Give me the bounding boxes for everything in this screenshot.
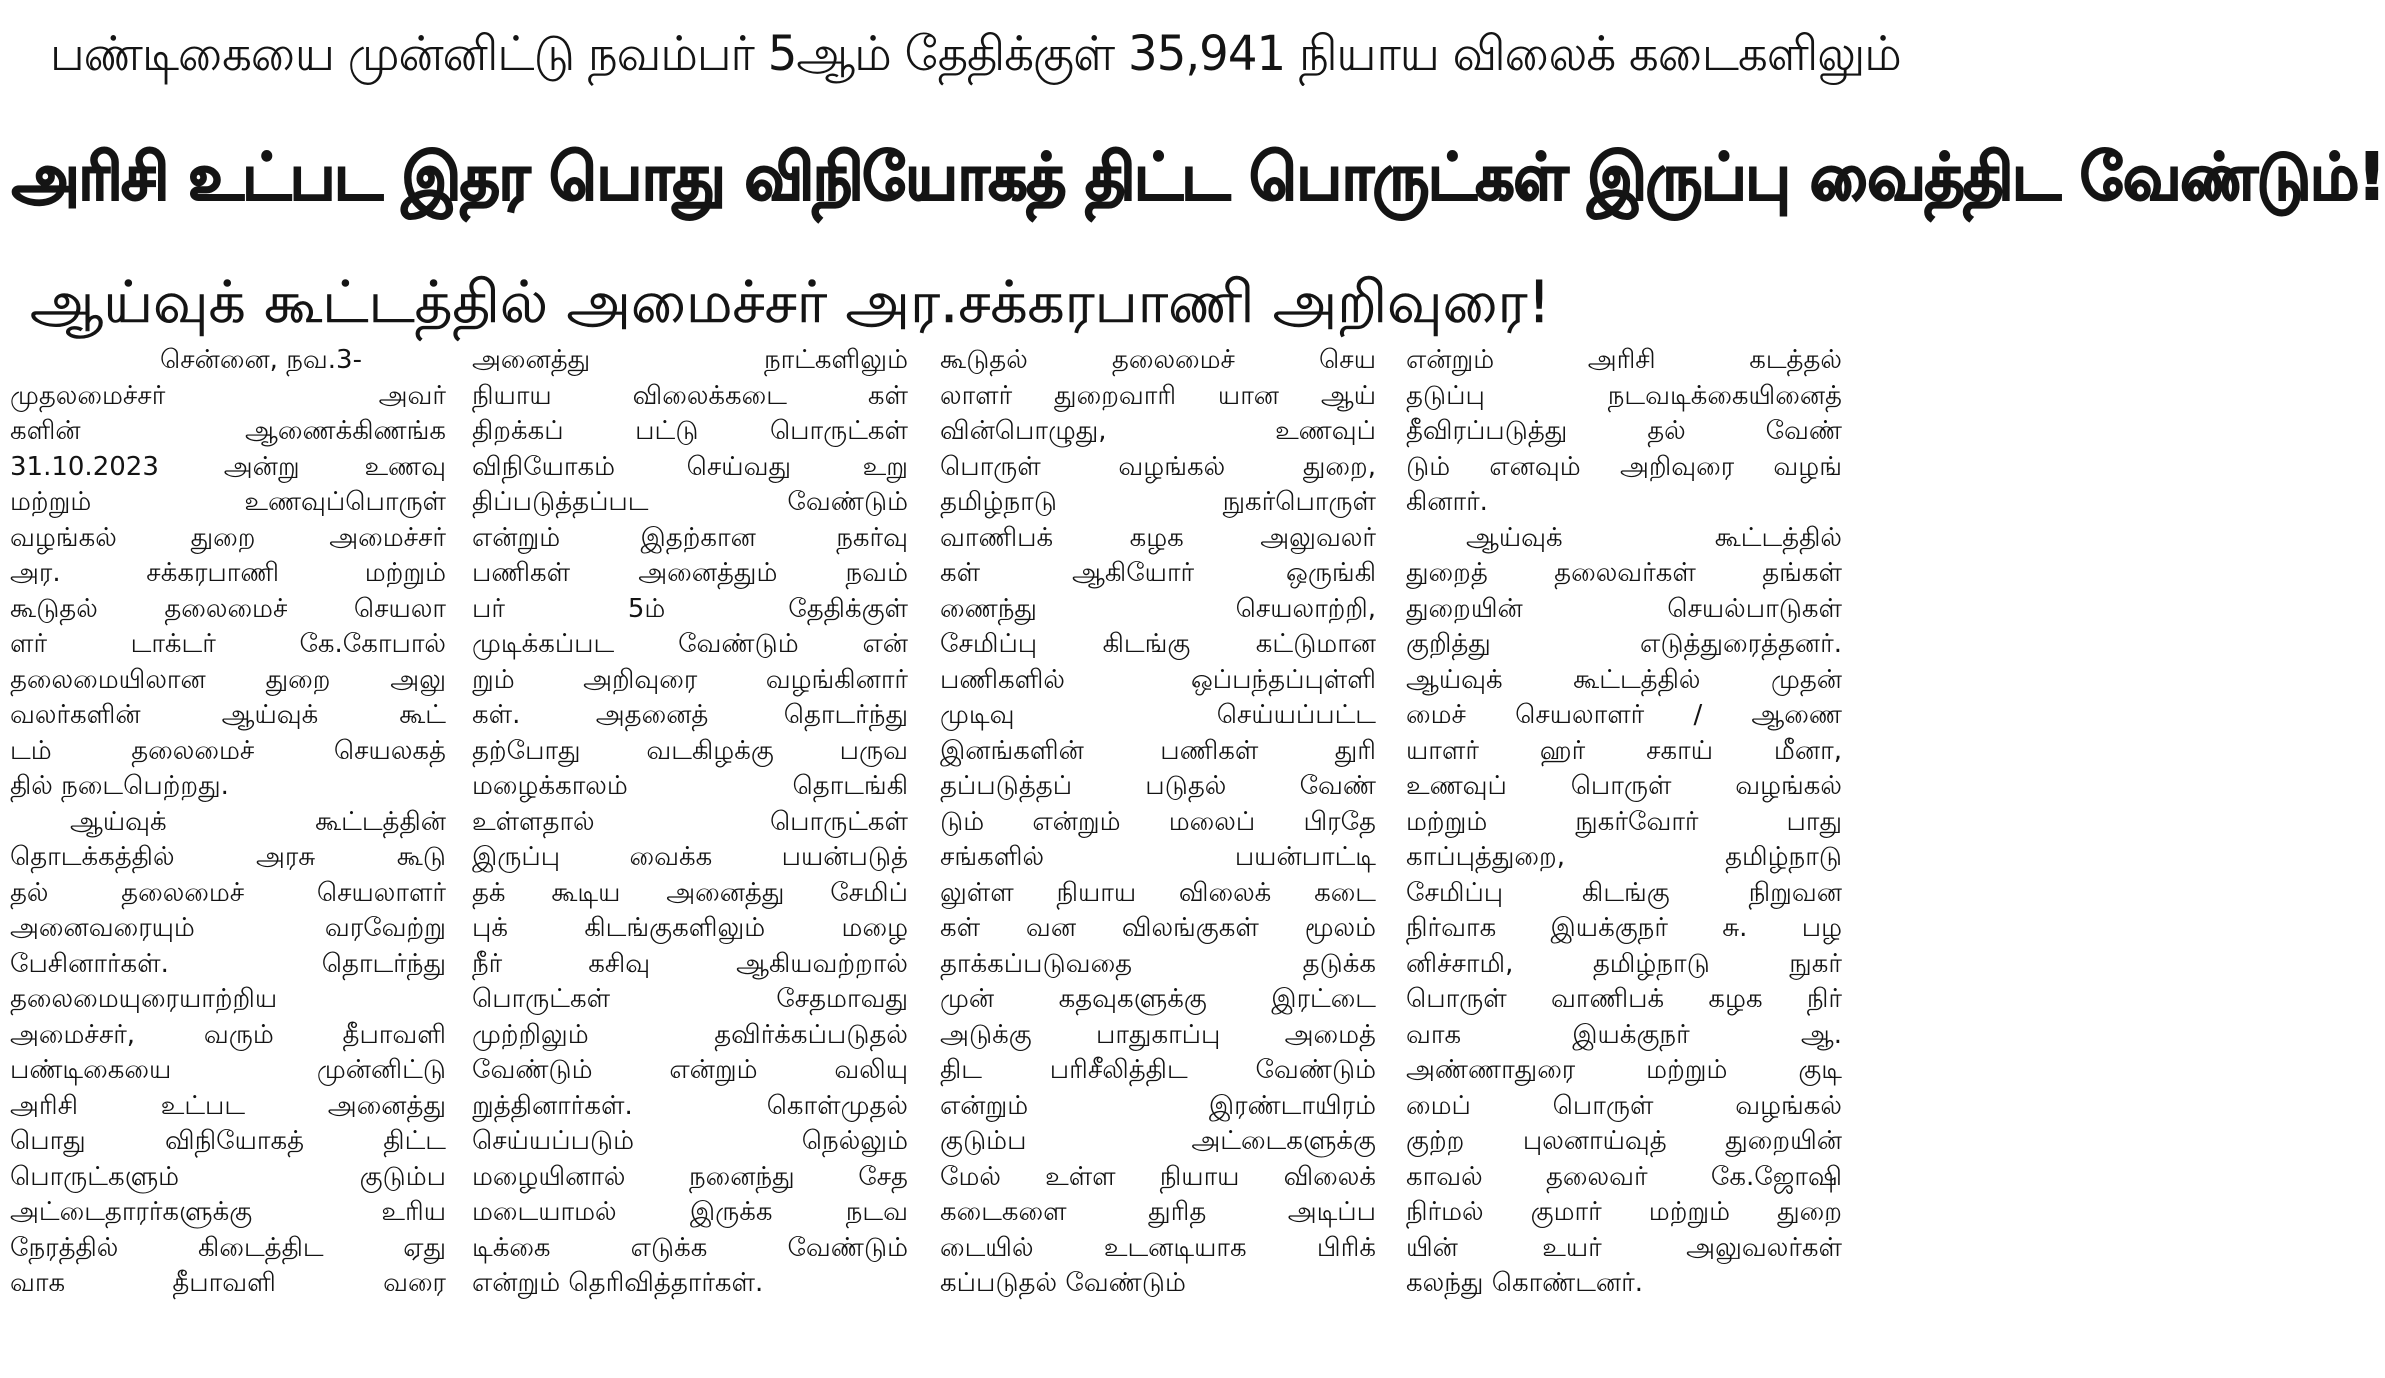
article-line: கூடுதல் தலைமைச் செயலா [10,593,446,624]
article-line: சேமிப்பு கிடங்கு நிறுவன [1406,877,1842,908]
article-line: தலைமையிலான துறை அலு [10,664,446,695]
article-line: உணவுப் பொருள் வழங்கல் [1406,771,1842,801]
article-line: முற்றிலும் தவிர்க்கப்படுதல் [472,1019,908,1050]
article-line: அனைத்து நாட்களிலும் [472,345,908,375]
article-line: அட்டைதாரர்களுக்கு உரிய [10,1197,446,1227]
subheadline: ஆய்வுக் கூட்டத்தில் அமைச்சர் அர.சக்கரபாணி அறிவுரை! [30,268,1551,336]
article-line: பண்டிகையை முன்னிட்டு [10,1055,446,1085]
article-line: யின் உயர் அலுவலர்கள் [1406,1232,1842,1263]
article-line: ஆய்வுக் கூட்டத்தில் [1466,522,1842,553]
article-line: முன் கதவுகளுக்கு இரட்டை [940,984,1376,1014]
article-line: ஆய்வுக் கூட்டத்தின் [70,806,446,837]
article-line: தப்படுத்தப் படுதல் வேண் [940,771,1376,801]
article-line: என்றும் தெரிவித்தார்கள். [472,1268,764,1298]
article-line: யாளர் ஹர் சகாய் மீனா, [1406,735,1842,766]
article-line: வழங்கல் துறை அமைச்சர் [10,522,446,553]
article-line: பொருள் வாணிபக் கழக நிர் [1406,984,1842,1014]
article-column-1 [10,343,446,1371]
article-line: துறைத் தலைவர்கள் தங்கள் [1406,558,1842,588]
article-line: 31.10.2023 அன்று உணவு [10,451,446,482]
article-line: லுள்ள நியாய விலைக் கடை [940,877,1376,908]
article-line: தலைமையுரையாற்றிய [10,984,278,1014]
article-line: பர் 5ம் தேதிக்குள் [472,593,908,624]
article-line: கள் ஆகியோர் ஒருங்கி [940,558,1376,588]
article-line: பணிகளில் ஒப்பந்தப்புள்ளி [940,664,1376,695]
article-line: மற்றும் நுகர்வோர் பாது [1406,806,1842,837]
article-line: விநியோகம் செய்வது உறு [472,451,908,482]
article-line: அடுக்கு பாதுகாப்பு அமைத் [940,1019,1376,1050]
article-line: களின் ஆணைக்கிணங்க [10,416,446,446]
headline: அரிசி உட்பட இதர பொது விநியோகத் திட்ட பொருட்கள் இருப்பு வைத்திட வேண்டும்! [12,141,2385,215]
article-line: வாக இயக்குநர் ஆ. [1406,1019,1842,1050]
article-line: பொது விநியோகத் திட்ட [10,1126,446,1156]
article-line: றும் அறிவுரை வழங்கினார் [472,664,908,695]
article-line: நியாய விலைக்கடை கள் [472,380,908,411]
article-line: புக் கிடங்குகளிலும் மழை [472,913,908,943]
article-line: பொருட்களும் குடும்ப [10,1161,446,1192]
article-line: வாக தீபாவளி வரை [10,1268,446,1298]
article-line: மைப் பொருள் வழங்கல் [1406,1090,1842,1121]
article-line: மழையினால் நனைந்து சேத [472,1161,908,1192]
article-line: துறையின் செயல்பாடுகள் [1406,593,1842,624]
article-line: ணைந்து செயலாற்றி, [940,593,1376,624]
article-line: சென்னை, நவ.3- [160,345,362,375]
article-line: டம் தலைமைச் செயலகத் [10,735,446,766]
article-line: குறித்து எடுத்துரைத்தனர். [1406,629,1842,659]
article-line: டும் எனவும் அறிவுரை வழங் [1406,451,1842,482]
article-line: நேரத்தில் கிடைத்திட ஏது [10,1232,446,1263]
article-line: றுத்தினார்கள். கொள்முதல் [472,1090,908,1121]
article-line: முதலமைச்சர் அவர் [10,380,446,411]
article-line: தற்போது வடகிழக்கு பருவ [472,735,908,766]
article-line: தொடக்கத்தில் அரசு கூடு [10,842,446,872]
article-line: மற்றும் உணவுப்பொருள் [10,487,446,517]
article-column-4 [1406,343,1842,1371]
article-line: திறக்கப் பட்டு பொருட்கள் [472,416,908,446]
article-line: அண்ணாதுரை மற்றும் குடி [1406,1055,1842,1085]
article-column-2 [472,343,908,1371]
article-line: வாணிபக் கழக அலுவலர் [940,522,1376,553]
article-line: திட பரிசீலித்திட வேண்டும் [940,1055,1376,1085]
article-line: என்றும் இரண்டாயிரம் [940,1090,1376,1121]
article-line: வேண்டும் என்றும் வலியு [472,1055,908,1085]
article-line: குடும்ப அட்டைகளுக்கு [940,1126,1376,1156]
article-line: தாக்கப்படுவதை தடுக்க [940,948,1376,979]
article-line: வின்பொழுது, உணவுப் [940,416,1376,446]
article-line: நிர்வாக இயக்குநர் சு. பழ [1406,913,1842,943]
article-line: அரிசி உட்பட அனைத்து [10,1090,446,1121]
article-line: மேல் உள்ள நியாய விலைக் [940,1161,1376,1192]
article-line: இருப்பு வைக்க பயன்படுத் [472,842,908,872]
article-line: லாளர் துறைவாரி யான ஆய் [940,380,1376,411]
article-line: தமிழ்நாடு நுகர்பொருள் [940,487,1376,517]
article-line: அமைச்சர், வரும் தீபாவளி [10,1019,446,1050]
article-line: சங்களில் பயன்பாட்டி [940,842,1376,872]
article-line: அர. சக்கரபாணி மற்றும் [10,558,446,588]
article-line: குற்ற புலனாய்வுத் துறையின் [1406,1126,1842,1156]
article-line: பணிகள் அனைத்தும் நவம் [472,558,908,588]
article-line: டிக்கை எடுக்க வேண்டும் [472,1232,908,1263]
article-line: சேமிப்பு கிடங்கு கட்டுமான [940,629,1376,659]
article-body [10,343,1842,1371]
article-line: காவல் தலைவர் கே.ஜோஷி [1406,1161,1842,1192]
article-line: பொருட்கள் சேதமாவது [472,984,908,1014]
article-line: திப்படுத்தப்பட வேண்டும் [472,487,908,517]
article-line: தீவிரப்படுத்து தல் வேண் [1406,416,1842,446]
article-line: கள். அதனைத் தொடர்ந்து [472,700,908,730]
article-line: உள்ளதால் பொருட்கள் [472,806,908,837]
article-line: மழைக்காலம் தொடங்கி [472,771,908,801]
article-line: என்றும் இதற்கான நகர்வு [472,522,908,553]
article-line: நிர்மல் குமார் மற்றும் துறை [1406,1197,1842,1227]
article-line: செய்யப்படும் நெல்லும் [472,1126,908,1156]
article-line: இனங்களின் பணிகள் துரி [940,735,1376,766]
article-line: மடையாமல் இருக்க நடவ [472,1197,908,1227]
article-line: ஆய்வுக் கூட்டத்தில் முதன் [1406,664,1842,695]
article-line: கடைகளை துரித அடிப்ப [940,1197,1376,1227]
article-line: நீர் கசிவு ஆகியவற்றால் [472,948,908,979]
article-line: கலந்து கொண்டனர். [1406,1268,1643,1298]
article-line: வலர்களின் ஆய்வுக் கூட் [10,700,446,730]
article-line: முடிக்கப்பட வேண்டும் என் [472,629,908,659]
article-line: கப்படுதல் வேண்டும் [940,1268,1186,1298]
article-line: என்றும் அரிசி கடத்தல் [1406,345,1842,375]
kicker-line: பண்டிகையை முன்னிட்டு நவம்பர் 5ஆம் தேதிக்குள் 35,941 நியாய விலைக் கடைகளிலும் [50,26,1901,82]
article-line: முடிவு செய்யப்பட்ட [940,700,1376,730]
article-line: பேசினார்கள். தொடர்ந்து [10,948,446,979]
article-line: ளர் டாக்டர் கே.கோபால் [10,629,446,659]
article-line: கள் வன விலங்குகள் மூலம் [940,913,1376,943]
article-line: தக் கூடிய அனைத்து சேமிப் [472,877,908,908]
article-line: பொருள் வழங்கல் துறை, [940,451,1376,482]
article-line: டும் என்றும் மலைப் பிரதே [940,806,1376,837]
article-line: தில் நடைபெற்றது. [10,771,229,801]
article-line: னிச்சாமி, தமிழ்நாடு நுகர் [1406,948,1842,979]
article-line: மைச் செயலாளர் / ஆணை [1406,700,1842,730]
article-line: அனைவரையும் வரவேற்று [10,913,446,943]
article-line: கூடுதல் தலைமைச் செய [940,345,1376,375]
article-line: கினார். [1406,487,1488,517]
article-line: தடுப்பு நடவடிக்கையினைத் [1406,380,1842,411]
article-line: டையில் உடனடியாக பிரிக் [940,1232,1376,1263]
article-line: காப்புத்துறை, தமிழ்நாடு [1406,842,1842,872]
article-column-3 [940,343,1376,1371]
article-line: தல் தலைமைச் செயலாளர் [10,877,446,908]
